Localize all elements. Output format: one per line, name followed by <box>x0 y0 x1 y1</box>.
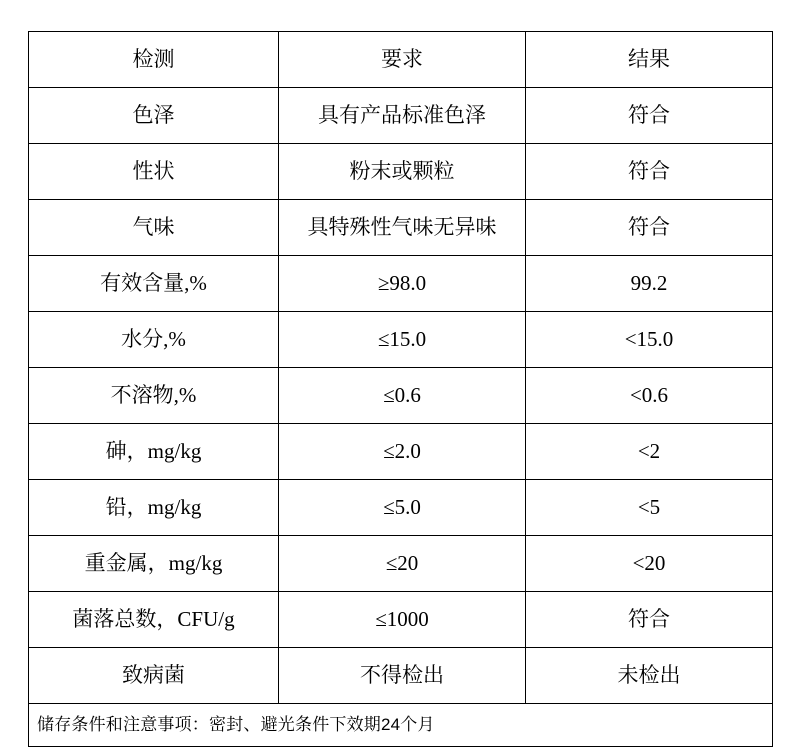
table-row <box>29 424 773 480</box>
cell-result-text: 符合 <box>628 215 670 240</box>
table-row <box>29 200 773 256</box>
cell-result <box>526 424 773 480</box>
table-row <box>29 368 773 424</box>
storage-note-cell <box>29 704 773 747</box>
column-header-item-label: 检测 <box>132 47 175 72</box>
cell-requirement-text: ≤15.0 <box>377 327 427 352</box>
cell-requirement <box>279 144 526 200</box>
cell-requirement <box>279 648 526 704</box>
cell-requirement-text: ≤1000 <box>375 607 429 632</box>
cell-requirement <box>279 592 526 648</box>
cell-requirement-text: ≥98.0 <box>377 271 427 296</box>
cell-item-text: 气味 <box>132 215 175 240</box>
cell-item-text: 有效含量,% <box>100 271 207 296</box>
cell-requirement-text: 具特殊性气味无异味 <box>307 215 497 240</box>
table-row <box>29 536 773 592</box>
cell-item-text: 色泽 <box>132 103 175 128</box>
cell-result-text: <15.0 <box>624 327 674 352</box>
column-header-result-label: 结果 <box>628 47 670 72</box>
cell-requirement <box>279 256 526 312</box>
table-header-row <box>29 32 773 88</box>
cell-item-text: 重金属，mg/kg <box>84 551 223 576</box>
cell-requirement-text: ≤20 <box>385 551 419 576</box>
cell-item-text: 铅，mg/kg <box>105 495 202 520</box>
cell-requirement <box>279 536 526 592</box>
cell-requirement <box>279 368 526 424</box>
cell-requirement-text: ≤5.0 <box>383 495 421 520</box>
table-footer-row <box>29 704 773 747</box>
cell-item-text: 性状 <box>132 159 175 184</box>
cell-item <box>29 480 279 536</box>
table-row <box>29 480 773 536</box>
cell-result <box>526 144 773 200</box>
cell-result-text: 符合 <box>628 103 670 128</box>
cell-item-text: 砷，mg/kg <box>105 439 202 464</box>
cell-requirement-text: 不得检出 <box>360 663 444 688</box>
specification-table <box>28 31 773 747</box>
cell-item-text: 致病菌 <box>122 663 185 688</box>
cell-item <box>29 648 279 704</box>
cell-requirement-text: 粉末或颗粒 <box>349 159 455 184</box>
cell-result <box>526 480 773 536</box>
table-row <box>29 144 773 200</box>
cell-requirement-text: 具有产品标准色泽 <box>318 103 486 128</box>
cell-item-text: 菌落总数，CFU/g <box>72 607 235 632</box>
cell-item <box>29 256 279 312</box>
cell-item <box>29 536 279 592</box>
cell-result-text: 99.2 <box>630 271 668 296</box>
cell-result <box>526 368 773 424</box>
cell-item <box>29 88 279 144</box>
cell-requirement <box>279 312 526 368</box>
cell-item <box>29 424 279 480</box>
column-header-item <box>29 32 279 88</box>
cell-result-text: <5 <box>637 495 661 520</box>
cell-result <box>526 200 773 256</box>
cell-requirement-text: ≤2.0 <box>383 439 421 464</box>
cell-result <box>526 536 773 592</box>
column-header-requirement-label: 要求 <box>381 47 423 72</box>
cell-result-text: 未检出 <box>617 663 681 688</box>
cell-result <box>526 648 773 704</box>
cell-item <box>29 312 279 368</box>
cell-requirement <box>279 424 526 480</box>
cell-item-text: 水分,% <box>121 327 186 352</box>
cell-result <box>526 88 773 144</box>
cell-item <box>29 144 279 200</box>
cell-requirement-text: ≤0.6 <box>383 383 421 408</box>
cell-item <box>29 368 279 424</box>
cell-item <box>29 200 279 256</box>
cell-result <box>526 256 773 312</box>
cell-item <box>29 592 279 648</box>
table-row <box>29 88 773 144</box>
cell-result <box>526 312 773 368</box>
cell-result-text: <2 <box>637 439 661 464</box>
cell-item-text: 不溶物,% <box>110 383 197 408</box>
cell-result-text: 符合 <box>628 607 670 632</box>
cell-requirement <box>279 200 526 256</box>
cell-result <box>526 592 773 648</box>
cell-result-text: 符合 <box>628 159 670 184</box>
cell-requirement <box>279 88 526 144</box>
cell-result-text: <0.6 <box>629 383 669 408</box>
table-row <box>29 648 773 704</box>
storage-note-text: 储存条件和注意事项：密封、避光条件下效期24个月 <box>37 715 435 735</box>
column-header-requirement <box>279 32 526 88</box>
table-row <box>29 256 773 312</box>
table-row <box>29 312 773 368</box>
column-header-result <box>526 32 773 88</box>
cell-requirement <box>279 480 526 536</box>
cell-result-text: <20 <box>632 551 666 576</box>
table-row <box>29 592 773 648</box>
